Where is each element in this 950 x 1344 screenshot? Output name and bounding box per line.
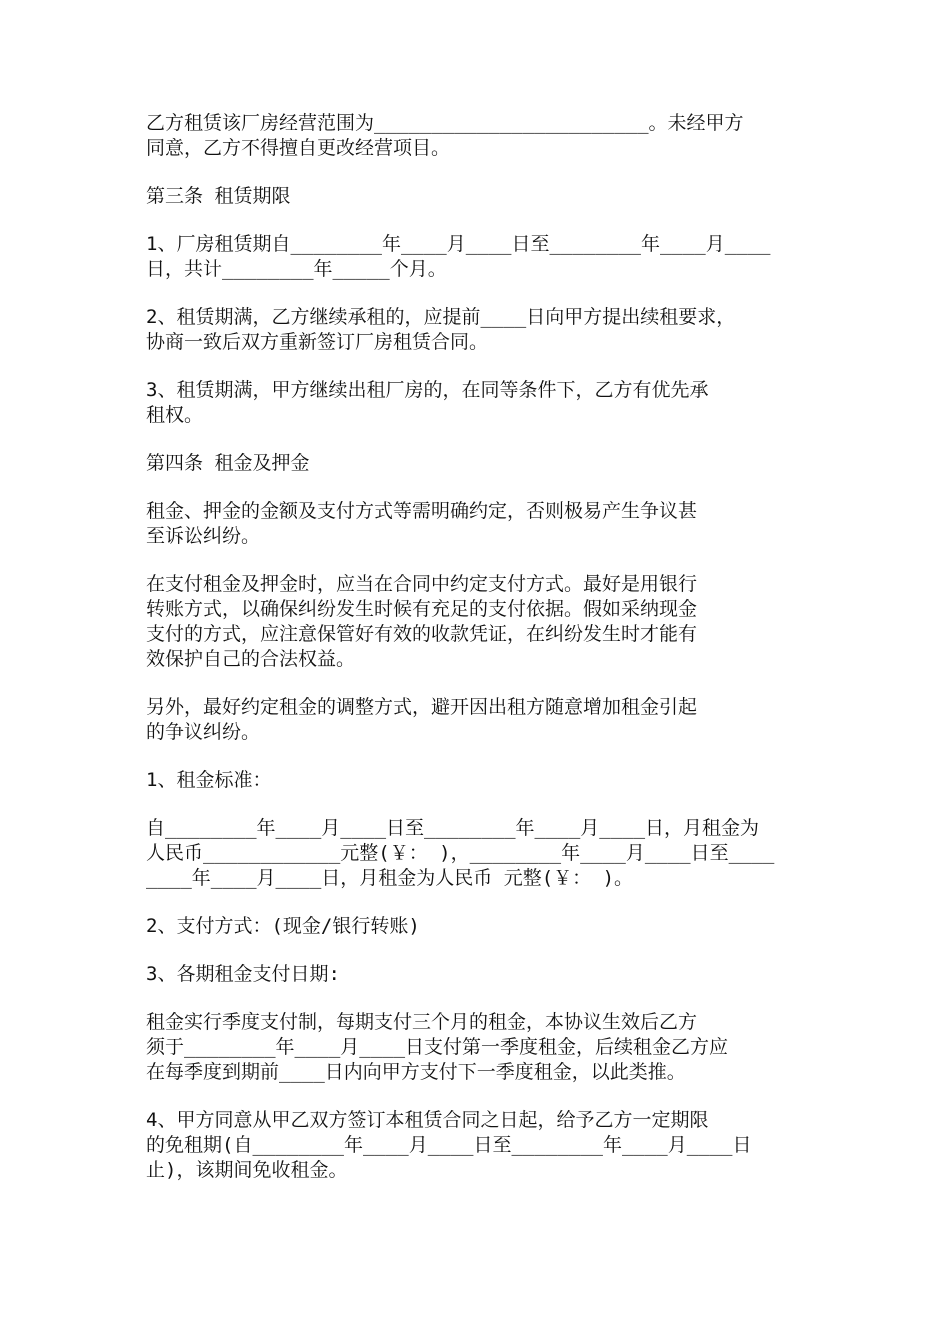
paragraph-business-scope xyxy=(146,111,810,161)
paragraph-rent-agreement xyxy=(146,499,810,549)
text-line: 1、厂房租赁期自________年____月____日至________年____月____ xyxy=(146,233,771,255)
text-line: 2、支付方式：(现金/银行转账) xyxy=(146,915,420,937)
text-line: 的争议纠纷。 xyxy=(146,721,261,743)
text-line: 在每季度到期前____日内向甲方支付下一季度租金，以此类推。 xyxy=(146,1061,686,1083)
section-heading-rent-deposit xyxy=(146,451,810,476)
document-page xyxy=(146,111,810,1206)
text-line: ____年____月____日，月租金为人民币 元整(￥： )。 xyxy=(146,867,634,889)
text-line: 须于________年____月____日支付第一季度租金，后续租金乙方应 xyxy=(146,1036,729,1058)
item-payment-dates xyxy=(146,962,810,987)
item-rent-standard xyxy=(146,768,810,793)
text-line: 租金、押金的金额及支付方式等需明确约定，否则极易产生争议甚 xyxy=(146,500,698,522)
paragraph-quarterly-payment xyxy=(146,1010,810,1085)
text-line: 租金实行季度支付制，每期支付三个月的租金，本协议生效后乙方 xyxy=(146,1011,698,1033)
text-line: 协商一致后双方重新签订厂房租赁合同。 xyxy=(146,331,489,353)
text-line: 3、各期租金支付日期: xyxy=(146,963,340,985)
text-line: 同意，乙方不得擅自更改经营项目。 xyxy=(146,137,451,159)
paragraph-rent-adjustment xyxy=(146,695,810,745)
heading-line: 第三条 租赁期限 xyxy=(146,185,291,207)
paragraph-rent-schedule xyxy=(146,816,810,891)
text-line: 转账方式，以确保纠纷发生时候有充足的支付依据。假如采纳现金 xyxy=(146,598,698,620)
text-line: 效保护自己的合法权益。 xyxy=(146,648,356,670)
paragraph-renewal-request xyxy=(146,305,810,355)
text-line: 4、甲方同意从甲乙双方签订本租赁合同之日起，给予乙方一定期限 xyxy=(146,1109,709,1131)
text-line: 支付的方式，应注意保管好有效的收款凭证，在纠纷发生时才能有 xyxy=(146,623,698,645)
text-line: 自________年____月____日至________年____月____日，月租金为 xyxy=(146,817,760,839)
text-line: 在支付租金及押金时，应当在合同中约定支付方式。最好是用银行 xyxy=(146,573,698,595)
section-heading-lease-term xyxy=(146,184,810,209)
paragraph-payment-method-advice xyxy=(146,572,810,672)
text-line: 3、租赁期满，甲方继续出租厂房的，在同等条件下，乙方有优先承 xyxy=(146,379,709,401)
item-payment-method xyxy=(146,914,810,939)
paragraph-rent-free-period xyxy=(146,1108,810,1183)
text-line: 的免租期(自________年____月____日至________年____月____日 xyxy=(146,1134,752,1156)
paragraph-priority-right xyxy=(146,378,810,428)
paragraph-lease-period xyxy=(146,232,810,282)
text-line: 另外，最好约定租金的调整方式，避开因出租方随意增加租金引起 xyxy=(146,696,698,718)
text-line: 至诉讼纠纷。 xyxy=(146,525,261,547)
text-line: 1、租金标准： xyxy=(146,769,272,791)
text-line: 止)，该期间免收租金。 xyxy=(146,1159,348,1181)
text-line: 2、租赁期满，乙方继续承租的，应提前____日向甲方提出续租要求， xyxy=(146,306,736,328)
text-line: 日，共计________年_____个月。 xyxy=(146,258,447,280)
text-line: 乙方租赁该厂房经营范围为________________________。未经甲方 xyxy=(146,112,744,134)
text-line: 人民币____________元整(￥： )，________年____月____日至____ xyxy=(146,842,775,864)
text-line: 租权。 xyxy=(146,404,204,426)
heading-line: 第四条 租金及押金 xyxy=(146,452,310,474)
